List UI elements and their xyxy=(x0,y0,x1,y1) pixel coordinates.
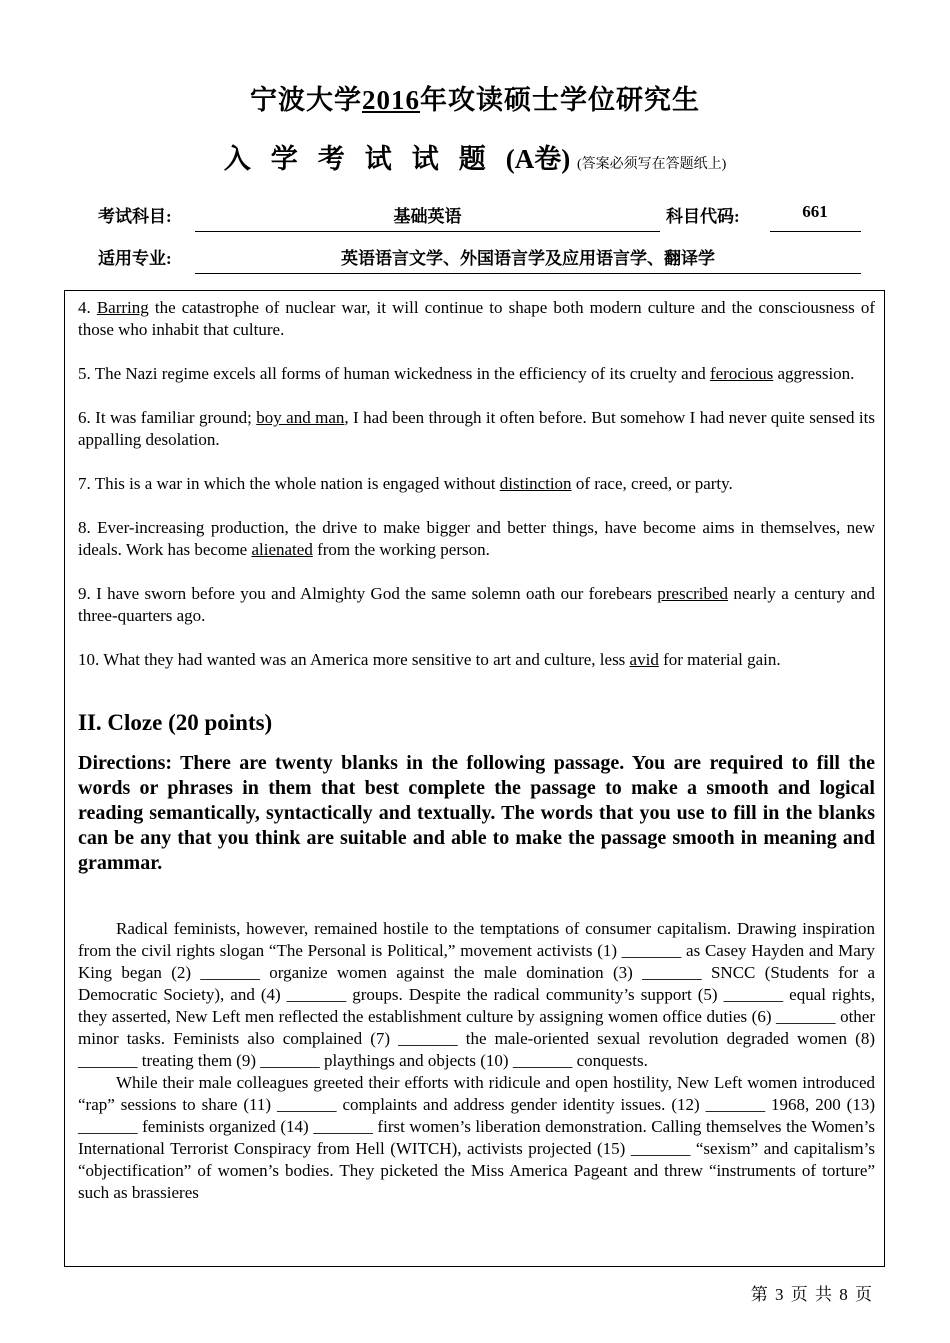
major-label: 适用专业: xyxy=(98,249,172,268)
subject-value: 基础英语 xyxy=(393,207,462,226)
question-item-5: 5. The Nazi regime excels all forms of human wickedness in the efficiency of its cruelty and ferocious aggression. xyxy=(78,364,855,383)
major-underline xyxy=(195,273,861,274)
major-value: 英语语言文学、外国语言学及应用语言学、翻译学 xyxy=(341,249,715,268)
cloze-passage xyxy=(78,918,875,1204)
exam-title xyxy=(0,78,950,117)
subtitle-note: (答案必须写在答题纸上) xyxy=(576,157,727,172)
subtitle-main: 入学考试试题 xyxy=(223,144,506,174)
section-title: II. Cloze (20 points) xyxy=(78,710,273,735)
title-year: 2016 xyxy=(362,85,420,115)
underlined-word: avid xyxy=(629,650,659,669)
section-directions: Directions: There are twenty blanks in the following passage. You are required to fill the words or phrases in them that best complete the passage to make a smooth and logical reading semantically, syntactically and textually. The words that you use to fill in the blanks can be any that you think are suitable and able to make the passage smooth in meaning and grammar. xyxy=(78,752,875,874)
underlined-word: ferocious xyxy=(709,364,774,383)
passage-paragraph-2: While their male colleagues greeted their efforts with ridicule and open hostility, New Left women introduced “rap” sessions to share (11) _______ complaints and address gender identity issues. (12) _______ 1968, 200 (13) _______ feminists organized (14) _______ first women’s liberation demonstration. Calling themselves the Women’s International Terrorist Conspiracy from Hell (WITCH), activists projected (15) _______ “sexism” and capitalism’s “objectification” of women’s bodies. They picketed the Miss America Pageant and threw “instruments of torture” such as brassieres xyxy=(78,1073,875,1202)
subject-underline xyxy=(195,231,660,232)
passage-paragraph-1: Radical feminists, however, remained hostile to the temptations of consumer capitalism. Drawing inspiration from the civil rights slogan “The Personal is Political,” movement activists (1) _______ as Casey Hayden and Mary King began (2) _______ organize women against the male domination (3) _______ SNCC (Students for a Democratic Society), and (4) _______ groups. Despite the radical community’s support (5) _______ equal rights, they asserted, New Left men reflected the establishment culture by assigning women office duties (6) _______ other minor tasks. Feminists also complained (7) _______ the male-oriented sexual revolution degraded women (8) _______ treating them (9) _______ playthings and objects (10) _______ conquests. xyxy=(78,919,875,1070)
underlined-word: boy and man xyxy=(256,408,345,427)
underlined-word: prescribed xyxy=(657,584,729,603)
underlined-word: alienated xyxy=(251,540,313,559)
question-content xyxy=(78,297,875,1204)
subtitle-version: (A卷) xyxy=(505,144,571,174)
code-underline xyxy=(770,231,861,232)
page-number: 第 3 页 共 8 页 xyxy=(750,1285,872,1304)
question-item-7: 7. This is a war in which the whole nation is engaged without distinction of race, creed, or party. xyxy=(78,474,733,493)
question-item-4: 4. Barring the catastrophe of nuclear war, it will continue to shape both modern culture and the consciousness of those who inhabit that culture. xyxy=(78,298,875,339)
underlined-word: Barring xyxy=(96,298,149,317)
subject-label: 考试科目: xyxy=(98,207,172,226)
question-item-8: 8. Ever-increasing production, the drive to make bigger and better things, have become aims in themselves, new ideals. Work has become alienated from the working person. xyxy=(78,518,875,559)
code-value: 661 xyxy=(802,202,828,221)
code-label: 科目代码: xyxy=(666,207,740,226)
exam-subtitle xyxy=(0,137,950,176)
underlined-word: distinction xyxy=(499,474,572,493)
question-item-10: 10. What they had wanted was an America more sensitive to art and culture, less avid for material gain. xyxy=(78,650,781,669)
question-item-9: 9. I have sworn before you and Almighty God the same solemn oath our forebears prescribed nearly a century and three-quarters ago. xyxy=(78,584,876,625)
title-prefix: 宁波大学 xyxy=(250,85,362,115)
question-item-6: 6. It was familiar ground; boy and man, I had been through it often before. But somehow I had never quite sensed its appalling desolation. xyxy=(78,408,875,449)
title-suffix: 年攻读硕士学位研究生 xyxy=(420,85,700,115)
